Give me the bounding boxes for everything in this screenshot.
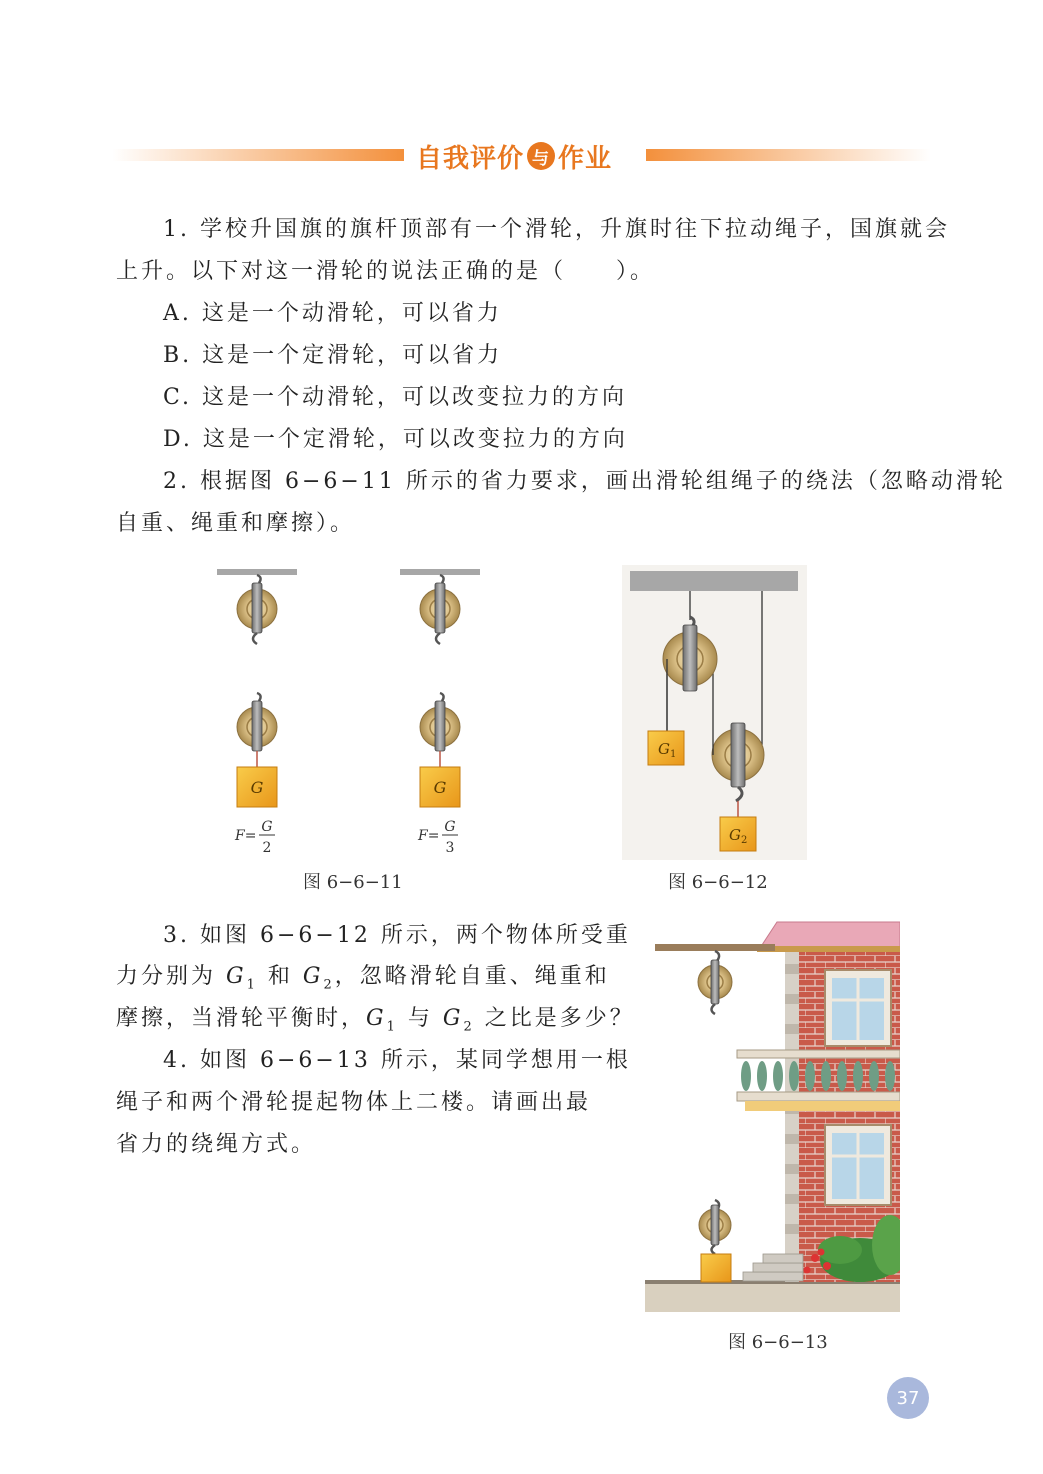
movable-pulley-icon	[237, 701, 277, 751]
q4-line1: 4. 如图 6−6−13 所示，某同学想用一根	[163, 1048, 631, 1073]
fixed-pulley-icon	[698, 951, 732, 1014]
svg-text:F=: F=	[235, 828, 257, 844]
fig13-caption: 图 6−6−13	[728, 1332, 828, 1353]
svg-text:2: 2	[262, 840, 272, 856]
q2-line1: 2. 根据图 6−6−11 所示的省力要求，画出滑轮组绳子的绕法（忽略动滑轮	[163, 469, 1006, 494]
q3-line1: 3. 如图 6−6−12 所示，两个物体所受重	[163, 923, 631, 948]
q1-option-a: A. 这是一个动滑轮，可以省力	[163, 301, 502, 326]
section-title	[416, 138, 612, 174]
title-part-1: 自我评价	[416, 143, 525, 174]
force-formula-right	[417, 819, 458, 856]
q1-option-d: D. 这是一个定滑轮，可以改变拉力的方向	[163, 427, 628, 452]
figure-6-6-12	[622, 565, 807, 860]
q4-line2: 绳子和两个滑轮提起物体上二楼。请画出最	[116, 1090, 592, 1115]
page-number-badge: 37	[887, 1377, 929, 1419]
ceiling-bar	[400, 569, 480, 575]
svg-text:G: G	[444, 819, 456, 835]
balcony-rail	[737, 1050, 900, 1058]
ceiling-beam	[630, 571, 798, 591]
fig11-caption: 图 6−6−11	[303, 872, 403, 893]
figure-6-6-13	[645, 920, 900, 1312]
overhead-beam	[655, 944, 775, 951]
load-box	[701, 1254, 731, 1282]
weight-g1-label: $G_1$	[658, 740, 677, 760]
header-bar-right	[646, 149, 931, 161]
fixed-pulley-icon	[420, 583, 460, 633]
title-part-2: 作业	[558, 143, 613, 174]
q4-line3: 省力的绕绳方式。	[116, 1132, 317, 1157]
svg-text:3: 3	[445, 840, 455, 856]
force-formula-left	[234, 819, 275, 856]
figure-6-6-11	[205, 565, 495, 865]
weight-label: G	[250, 778, 264, 797]
weight-label: G	[433, 778, 447, 797]
q3-line3: 摩擦，当滑轮平衡时，$G_1$ 与 $G_2$ 之比是多少？	[116, 1006, 635, 1035]
svg-text:G: G	[261, 819, 273, 835]
q1-line2: 上升。以下对这一滑轮的说法正确的是（ ）。	[116, 259, 656, 284]
ceiling-bar	[217, 569, 297, 575]
q1-option-b: B. 这是一个定滑轮，可以省力	[163, 343, 503, 368]
weight-g2-label: $G_2$	[729, 826, 748, 846]
steps	[743, 1254, 803, 1281]
title-connector-badge: 与	[527, 142, 555, 170]
fixed-pulley-icon	[237, 583, 277, 633]
q1-line1: 1. 学校升国旗的旗杆顶部有一个滑轮，升旗时往下拉动绳子，国旗就会	[163, 217, 950, 242]
q3-line2: 力分别为 $G_1$ 和 $G_2$，忽略滑轮自重、绳重和	[116, 964, 610, 993]
ground	[645, 1282, 900, 1312]
fig12-caption: 图 6−6−12	[668, 872, 768, 893]
movable-pulley-icon	[420, 701, 460, 751]
q2-line2: 自重、绳重和摩擦）。	[116, 511, 356, 536]
roof	[760, 922, 900, 948]
header-bar-left	[112, 149, 404, 161]
q1-option-c: C. 这是一个动滑轮，可以改变拉力的方向	[163, 385, 628, 410]
pulley-setup-left	[217, 569, 297, 856]
pulley-setup-right	[400, 569, 480, 856]
svg-text:F=: F=	[418, 828, 440, 844]
section-header	[0, 138, 1043, 178]
movable-pulley-icon	[699, 1200, 731, 1254]
